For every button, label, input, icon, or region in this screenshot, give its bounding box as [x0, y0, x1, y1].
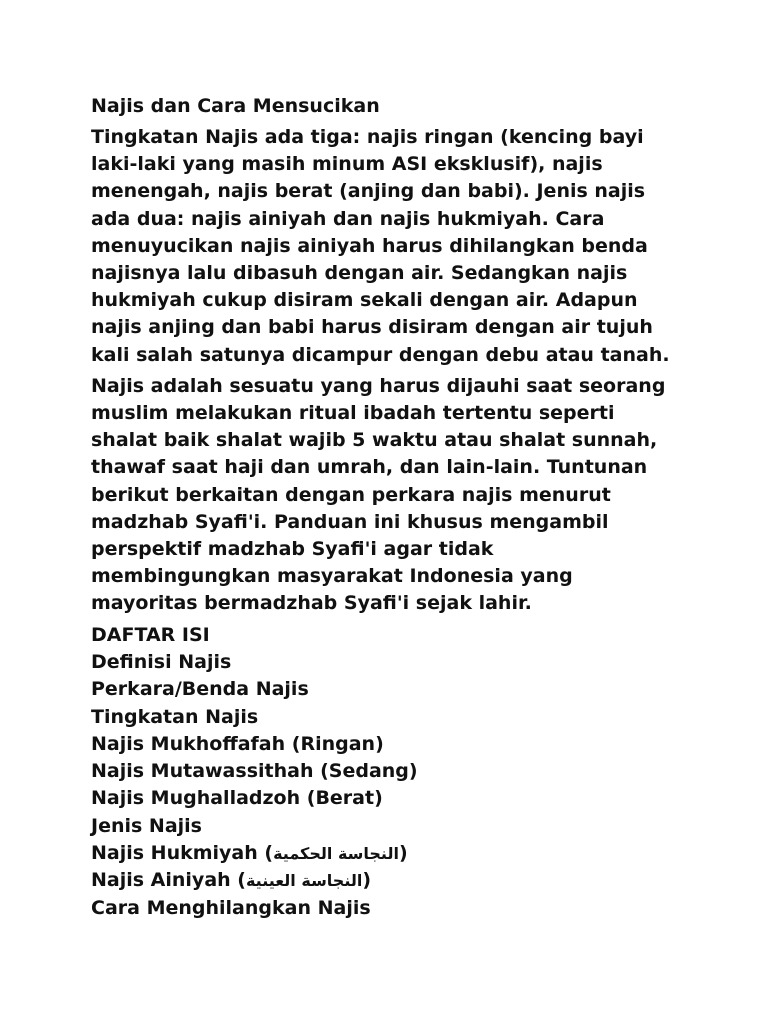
paragraph-line: mayoritas bermadzhab Syafi'i sejak lahir. — [91, 592, 532, 615]
toc-item-cara-menghilangkan-najis[interactable] — [91, 895, 711, 922]
toc-item-najis-ainiyah[interactable] — [91, 867, 711, 894]
toc-item-label: Jenis Najis — [91, 814, 202, 837]
toc-item-label: Najis Mutawassithah (Sedang) — [91, 760, 418, 783]
definition-paragraph — [91, 373, 711, 618]
toc-item-suffix: ) — [362, 869, 372, 892]
toc-item-label: Tingkatan Najis — [91, 705, 259, 728]
paragraph-line: perspektif madzhab Syafi'i agar tidak — [91, 538, 494, 561]
toc-item-suffix: ) — [398, 842, 408, 865]
toc-item-arabic: النجاسة العينية — [245, 871, 363, 891]
toc-heading: DAFTAR ISI — [91, 623, 210, 646]
paragraph-line: menengah, najis berat (anjing dan babi). Jenis najis — [91, 180, 646, 203]
toc-item-label: Najis Ainiyah ( — [91, 869, 246, 892]
paragraph-line: Tingkatan Najis ada tiga: najis ringan (kencing bayi — [91, 126, 644, 148]
paragraph-line: menuyucikan najis ainiyah harus dihilangkan benda — [91, 234, 648, 257]
paragraph-line: hukmiyah cukup disiram sekali dengan air. Adapun — [91, 289, 638, 312]
table-of-contents — [91, 649, 711, 922]
paragraph-line: thawaf saat haji dan umrah, dan lain-lain. Tuntunan — [91, 456, 648, 479]
toc-item-label: Definisi Najis — [91, 650, 232, 673]
toc-item-tingkatan-najis[interactable] — [91, 704, 711, 731]
toc-item-label: Najis Hukmiyah ( — [91, 842, 274, 865]
toc-item-definisi-najis[interactable] — [91, 649, 711, 676]
toc-item-najis-mutawassithah[interactable] — [91, 758, 711, 785]
toc-item-label: Najis Mukhoffafah (Ringan) — [91, 732, 384, 755]
paragraph-line: najis anjing dan babi harus disiram dengan air tujuh — [91, 316, 653, 339]
toc-item-jenis-najis[interactable] — [91, 813, 711, 840]
paragraph-line: laki-laki yang masih minum ASI eksklusif), najis — [91, 153, 603, 176]
paragraph-line: muslim melakukan ritual ibadah tertentu seperti — [91, 402, 615, 425]
toc-item-label: Cara Menghilangkan Najis — [91, 896, 371, 919]
paragraph-line: kali salah satunya dicampur dengan debu atau tanah. — [91, 343, 670, 366]
paragraph-line: najisnya lalu dibasuh dengan air. Sedangkan najis — [91, 262, 628, 285]
document-page — [91, 93, 711, 922]
intro-paragraph — [91, 124, 711, 369]
paragraph-line: ada dua: najis ainiyah dan najis hukmiyah. Cara — [91, 207, 605, 230]
paragraph-line: berikut berkaitan dengan perkara najis menurut — [91, 483, 611, 506]
page-title: Najis dan Cara Mensucikan — [91, 95, 380, 117]
toc-item-perkara-benda-najis[interactable] — [91, 676, 711, 703]
toc-item-najis-hukmiyah[interactable] — [91, 840, 711, 867]
toc-item-najis-mukhoffafah[interactable] — [91, 731, 711, 758]
paragraph-line: membingungkan masyarakat Indonesia yang — [91, 565, 573, 588]
paragraph-line: shalat baik shalat wajib 5 waktu atau shalat sunnah, — [91, 429, 658, 452]
paragraph-line: Najis adalah sesuatu yang harus dijauhi saat seorang — [91, 374, 666, 397]
toc-item-label: Najis Mughalladzoh (Berat) — [91, 787, 383, 810]
toc-item-arabic: النجاسة الحكمية — [273, 844, 399, 864]
paragraph-line: madzhab Syafi'i. Panduan ini khusus mengambil — [91, 510, 609, 533]
toc-item-label: Perkara/Benda Najis — [91, 678, 309, 701]
toc-item-najis-mughalladzoh[interactable] — [91, 785, 711, 812]
